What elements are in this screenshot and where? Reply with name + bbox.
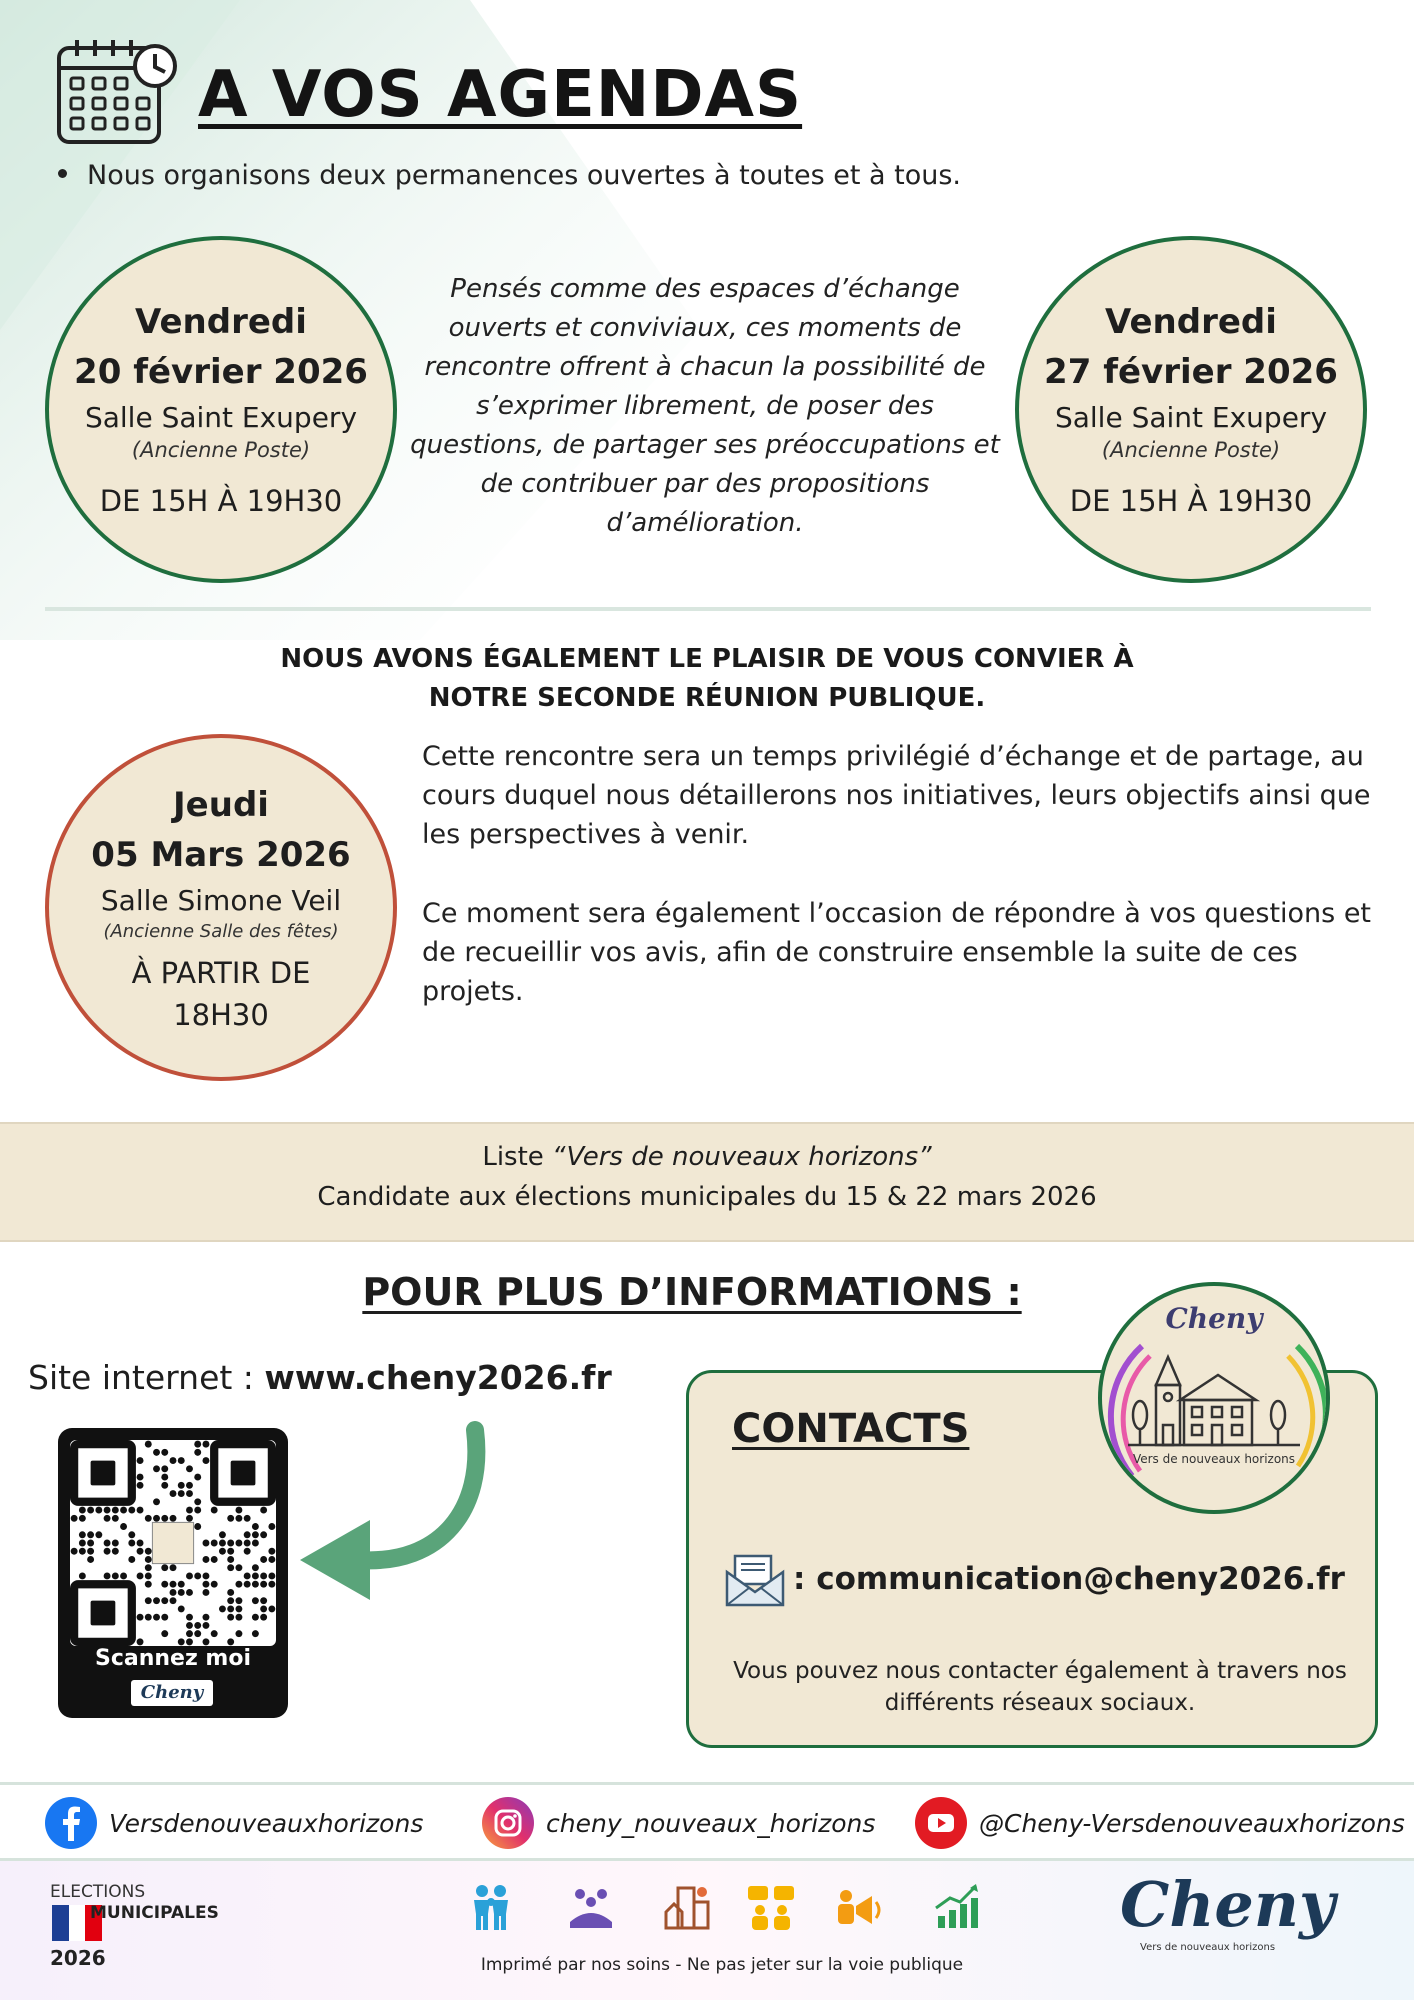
qr-logo: Cheny: [131, 1680, 213, 1706]
bullet-icon: [58, 169, 67, 178]
website-label: Site internet :: [28, 1358, 265, 1397]
info-title: POUR PLUS D’INFORMATIONS :: [362, 1270, 1022, 1314]
permanence-circle-2: [1015, 236, 1367, 583]
logo-name: Cheny: [1165, 1302, 1263, 1335]
footer-brand-logo: Cheny: [1120, 1868, 1335, 1941]
permanence-hours: DE 15H À 19H30: [1069, 484, 1313, 518]
website-line: [28, 1358, 612, 1397]
qr-code-pattern: [70, 1440, 276, 1646]
family-icon: [466, 1882, 516, 1932]
mail-icon: [725, 1552, 785, 1607]
permanence-circle-1: [45, 236, 397, 583]
intro-text: Nous organisons deux permanences ouvertes à toutes et à tous.: [87, 160, 961, 191]
elections-label: ELECTIONS: [50, 1882, 146, 1902]
announcement-icon: [834, 1882, 884, 1932]
instagram-handle: cheny_nouveaux_horizons: [546, 1808, 876, 1838]
footer-brand-subtitle: Vers de nouveaux horizons: [1140, 1942, 1276, 1953]
list-banner-line-1: [0, 1142, 1414, 1172]
reunion-paragraph-2: Ce moment sera également l’occasion de répondre à vos questions et de recueillir vos avis, afin de construire ensemble la suite de ces projets.: [422, 898, 1372, 1007]
reunion-note: (Ancienne Salle des fêtes): [103, 920, 339, 942]
list-prefix: Liste: [482, 1142, 553, 1172]
meeting-icon: [746, 1882, 796, 1932]
city-buildings-icon: [664, 1882, 714, 1932]
curved-arrow-icon: [290, 1420, 490, 1610]
permanence-place: Salle Saint Exupery: [84, 401, 358, 434]
social-facebook[interactable]: [45, 1797, 423, 1849]
permanence-day: Vendredi: [135, 302, 307, 342]
permanence-day: Vendredi: [1105, 302, 1277, 342]
website-link[interactable]: www.cheny2026.fr: [264, 1358, 612, 1397]
contacts-note: Vous pouvez nous contacter également à travers nos différents réseaux sociaux.: [733, 1658, 1347, 1716]
permanence-hours: DE 15H À 19H30: [99, 484, 343, 518]
qr-code[interactable]: [70, 1440, 276, 1646]
facebook-icon: [45, 1797, 97, 1849]
list-name: “Vers de nouveaux horizons”: [552, 1142, 932, 1172]
logo-subtitle: Vers de nouveaux horizons: [1132, 1452, 1296, 1466]
reunion-day: Jeudi: [173, 784, 269, 825]
section-divider: [45, 607, 1371, 611]
elections-year: 2026: [50, 1946, 106, 1970]
reunion-heading-line-1: NOUS AVONS ÉGALEMENT LE PLAISIR DE VOUS CONVIER À: [280, 644, 1134, 674]
reunion-paragraph-1: Cette rencontre sera un temps privilégié d’échange et de partage, au cours duquel nous détaillerons nos initiatives, leurs objectifs ainsi que les perspectives à venir.: [422, 741, 1371, 850]
reunion-heading-line-2: NOTRE SECONDE RÉUNION PUBLIQUE.: [428, 683, 986, 713]
youtube-handle: @Cheny-Versdenouveauxhorizons: [979, 1808, 1405, 1838]
reunion-place: Salle Simone Veil: [100, 883, 342, 917]
qr-label: Scannez moi: [94, 1646, 252, 1671]
social-youtube[interactable]: [915, 1797, 1405, 1849]
youtube-icon: [915, 1797, 967, 1849]
printed-notice: Imprimé par nos soins - Ne pas jeter sur la voie publique: [480, 1955, 964, 1975]
social-divider-top: [0, 1782, 1414, 1785]
qr-code-card[interactable]: [58, 1428, 288, 1718]
calendar-clock-icon: [55, 38, 180, 148]
reunion-hours: [132, 952, 311, 1036]
intro-line: [58, 160, 961, 191]
reunion-circle: [45, 734, 397, 1081]
growth-chart-icon: [932, 1882, 982, 1932]
contact-email[interactable]: : communication@cheny2026.fr: [793, 1561, 1345, 1597]
permanence-date: 20 février 2026: [74, 352, 368, 392]
reunion-hours-line-2: 18H30: [173, 997, 269, 1032]
reunion-hours-line-1: À PARTIR DE: [131, 955, 311, 990]
reunion-heading: [150, 640, 1264, 718]
village-houses-icon: [1128, 1345, 1300, 1450]
permanence-date: 27 février 2026: [1044, 352, 1338, 392]
facebook-handle: Versdenouveauxhorizons: [109, 1808, 424, 1838]
social-instagram[interactable]: [482, 1797, 875, 1849]
contacts-title: CONTACTS: [732, 1406, 970, 1452]
permanence-place: Salle Saint Exupery: [1054, 401, 1328, 434]
permanence-note: (Ancienne Poste): [131, 438, 311, 462]
municipales-label: MUNICIPALES: [90, 1903, 219, 1923]
instagram-icon: [482, 1797, 534, 1849]
list-banner-line-2: Candidate aux élections municipales du 15 & 22 mars 2026: [317, 1182, 1097, 1212]
reunion-date: 05 Mars 2026: [91, 834, 351, 875]
community-care-icon: [566, 1882, 616, 1932]
permanence-note: (Ancienne Poste): [1101, 438, 1281, 462]
page-title: A VOS AGENDAS: [198, 58, 803, 132]
permanence-description: Pensés comme des espaces d’échange ouverts et conviviaux, ces moments de rencontre offrent à chacun la possibilité de s’exprimer librement, de poser des questions, de partager ses préoccupations et de contribuer par des propositions d’amélioration.: [410, 274, 1000, 538]
